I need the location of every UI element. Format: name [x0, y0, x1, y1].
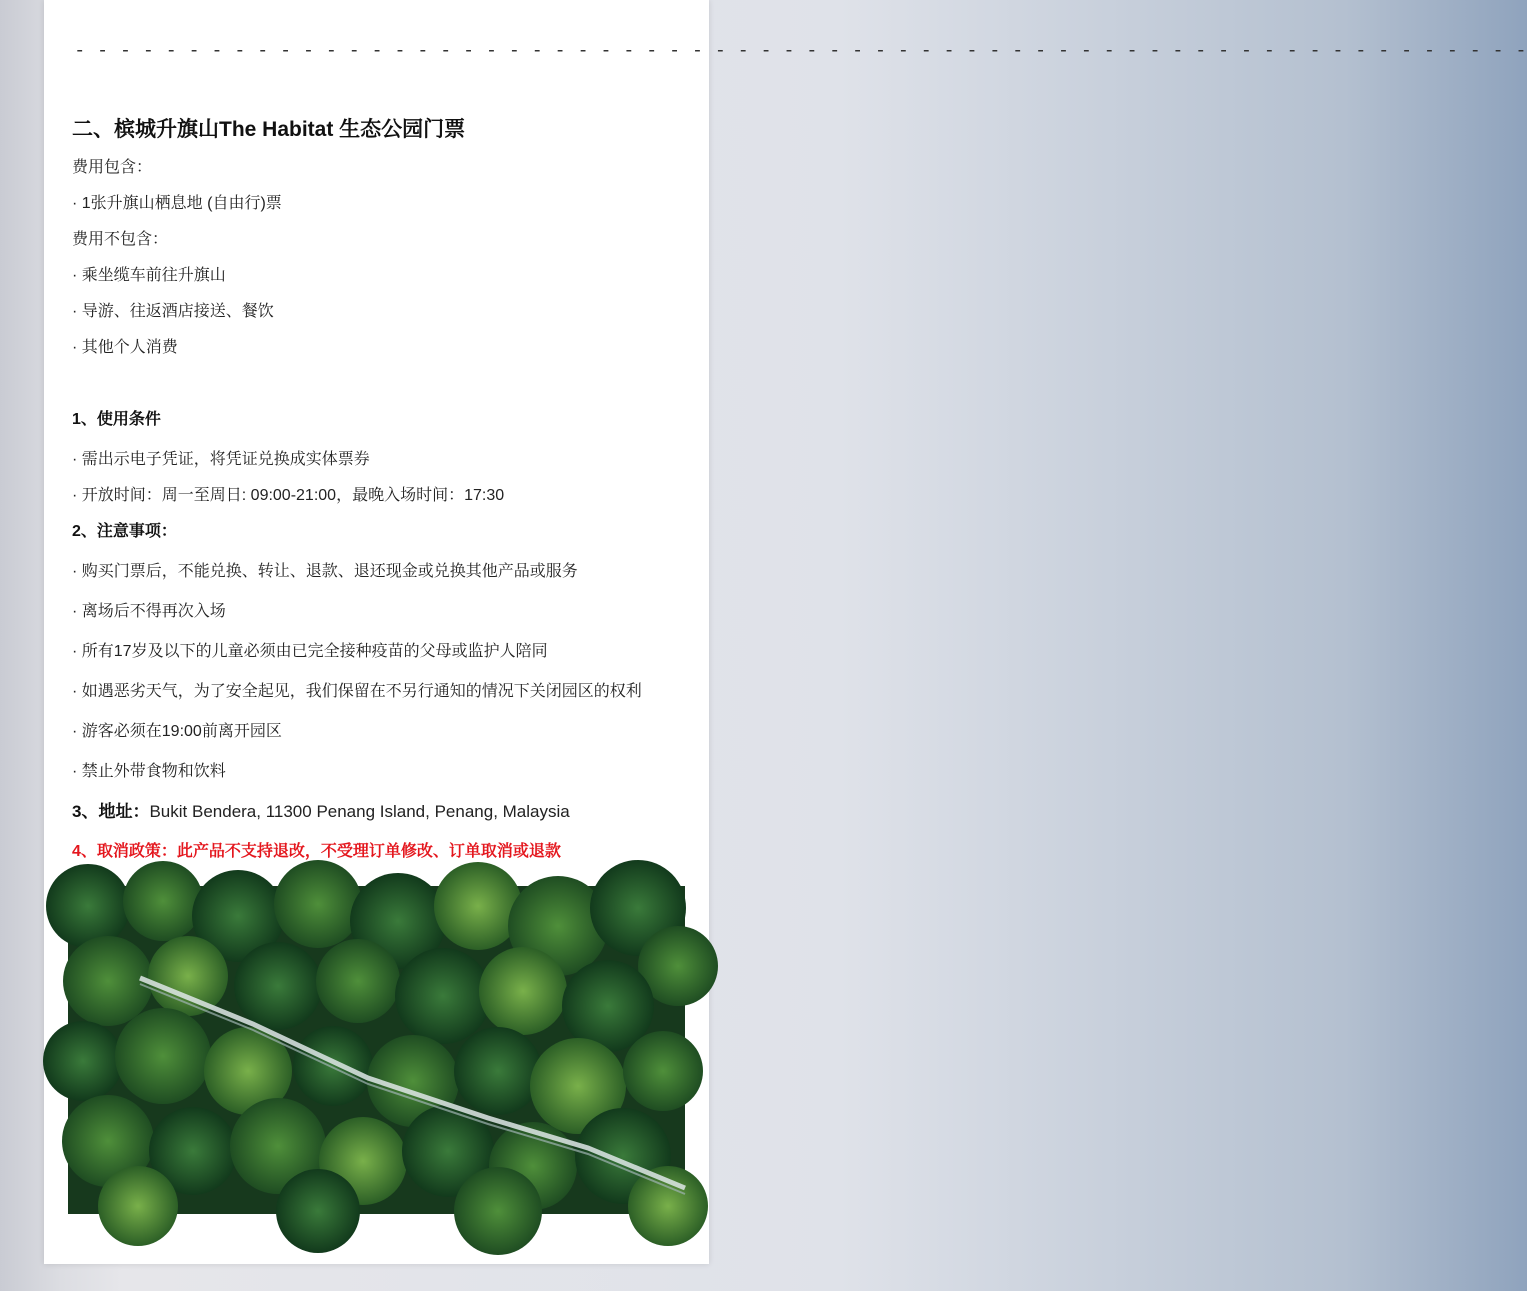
notes-item: · 购买门票后，不能兑换、转让、退款、退还现金或兑换其他产品或服务	[72, 563, 578, 580]
notes-item: · 所有17岁及以下的儿童必须由已完全接种疫苗的父母或监护人陪同	[72, 643, 548, 660]
section-title: 二、槟城升旗山The Habitat 生态公园门票	[72, 118, 466, 141]
included-heading: 费用包含：	[72, 159, 153, 176]
notes-item: · 离场后不得再次入场	[72, 603, 226, 620]
address-value: Bukit Bendera, 11300 Penang Island, Penang, Malaysia	[149, 802, 570, 821]
dashed-divider: - - - - - - - - - - - - - - - - - - - - - - - - - - - - - - - - - - - - - - - - - - - - - - - - - - - - - - - - - - - - - - - -	[74, 39, 1527, 61]
usage-heading: 1、使用条件	[72, 411, 161, 428]
usage-item: · 需出示电子凭证，将凭证兑换成实体票券	[72, 451, 370, 468]
usage-item: · 开放时间：周一至周日: 09:00-21:00，最晚入场时间：17:30	[72, 487, 505, 504]
excluded-heading: 费用不包含：	[72, 231, 169, 248]
included-item: · 1张升旗山栖息地 (自由行)票	[72, 195, 282, 212]
notes-heading: 2、注意事项：	[72, 523, 177, 540]
content-card	[44, 0, 1527, 1264]
notes-item: · 如遇恶劣天气，为了安全起见，我们保留在不另行通知的情况下关闭园区的权利	[72, 683, 642, 700]
notes-item: · 游客必须在19:00前离开园区	[72, 723, 282, 740]
address-line	[72, 801, 570, 823]
notes-item: · 禁止外带食物和饮料	[72, 763, 226, 780]
excluded-item: · 其他个人消费	[72, 339, 178, 356]
excluded-item: · 导游、往返酒店接送、餐饮	[72, 303, 274, 320]
cancellation-policy: 4、取消政策：此产品不支持退改，不受理订单修改、订单取消或退款	[72, 843, 561, 860]
excluded-item: · 乘坐缆车前往升旗山	[72, 267, 226, 284]
rainforest-canopy-walkway-photo	[68, 886, 685, 1214]
address-label: 3、地址：	[72, 802, 150, 821]
